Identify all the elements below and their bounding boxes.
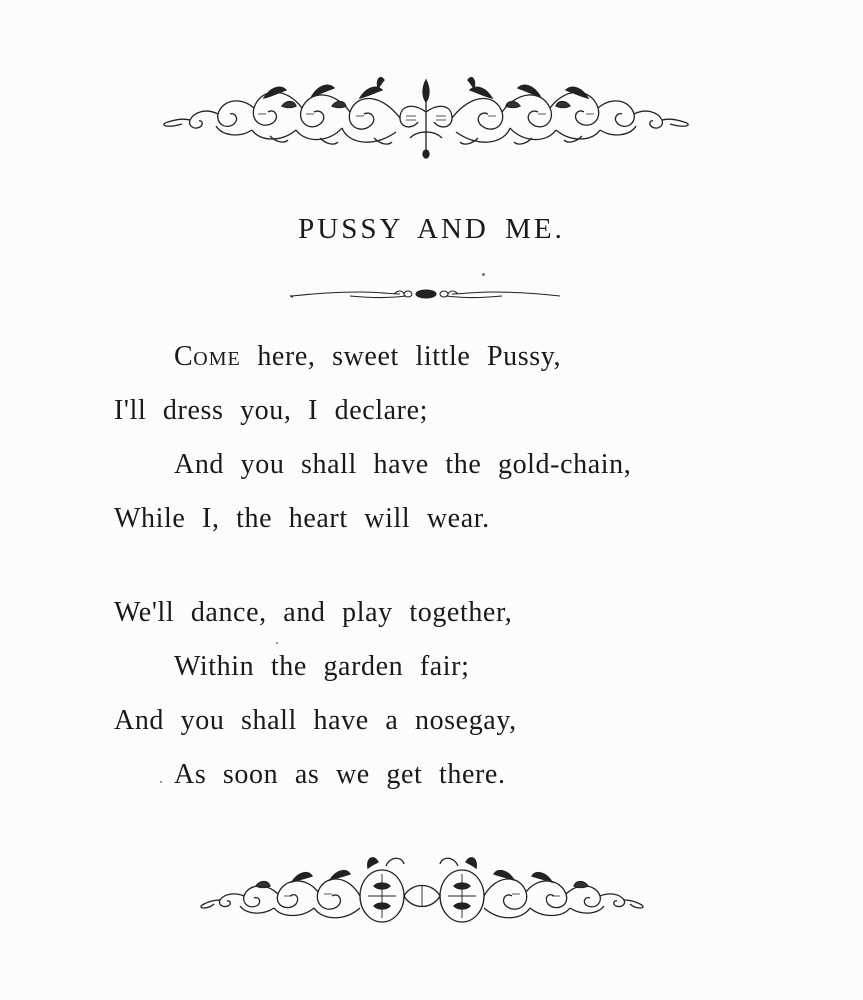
poem-line: While I, the heart will wear. [114,503,490,534]
poem-title: PUSSY AND ME. [298,213,565,245]
bottom-ornament-scrollwork [198,852,646,932]
poem-line [174,341,561,373]
small-caps-text: OME [193,348,241,370]
paper-speck [160,781,162,783]
poem-line: I'll dress you, I declare; [114,395,428,426]
paper-speck [482,273,485,276]
poem-line: And you shall have a nosegay, [114,705,517,736]
top-ornament-scrollwork [160,72,692,160]
poem-line: And you shall have the gold-chain, [174,449,632,480]
poem-line: We'll dance, and play together, [114,597,513,628]
drop-cap-letter: C [174,341,194,372]
line-text: here, sweet little Pussy, [240,341,562,372]
title-divider-flourish [290,284,562,304]
poem-line: Within the garden fair; [174,651,470,682]
paper-speck [276,642,278,644]
poem-line: As soon as we get there. [174,759,506,790]
